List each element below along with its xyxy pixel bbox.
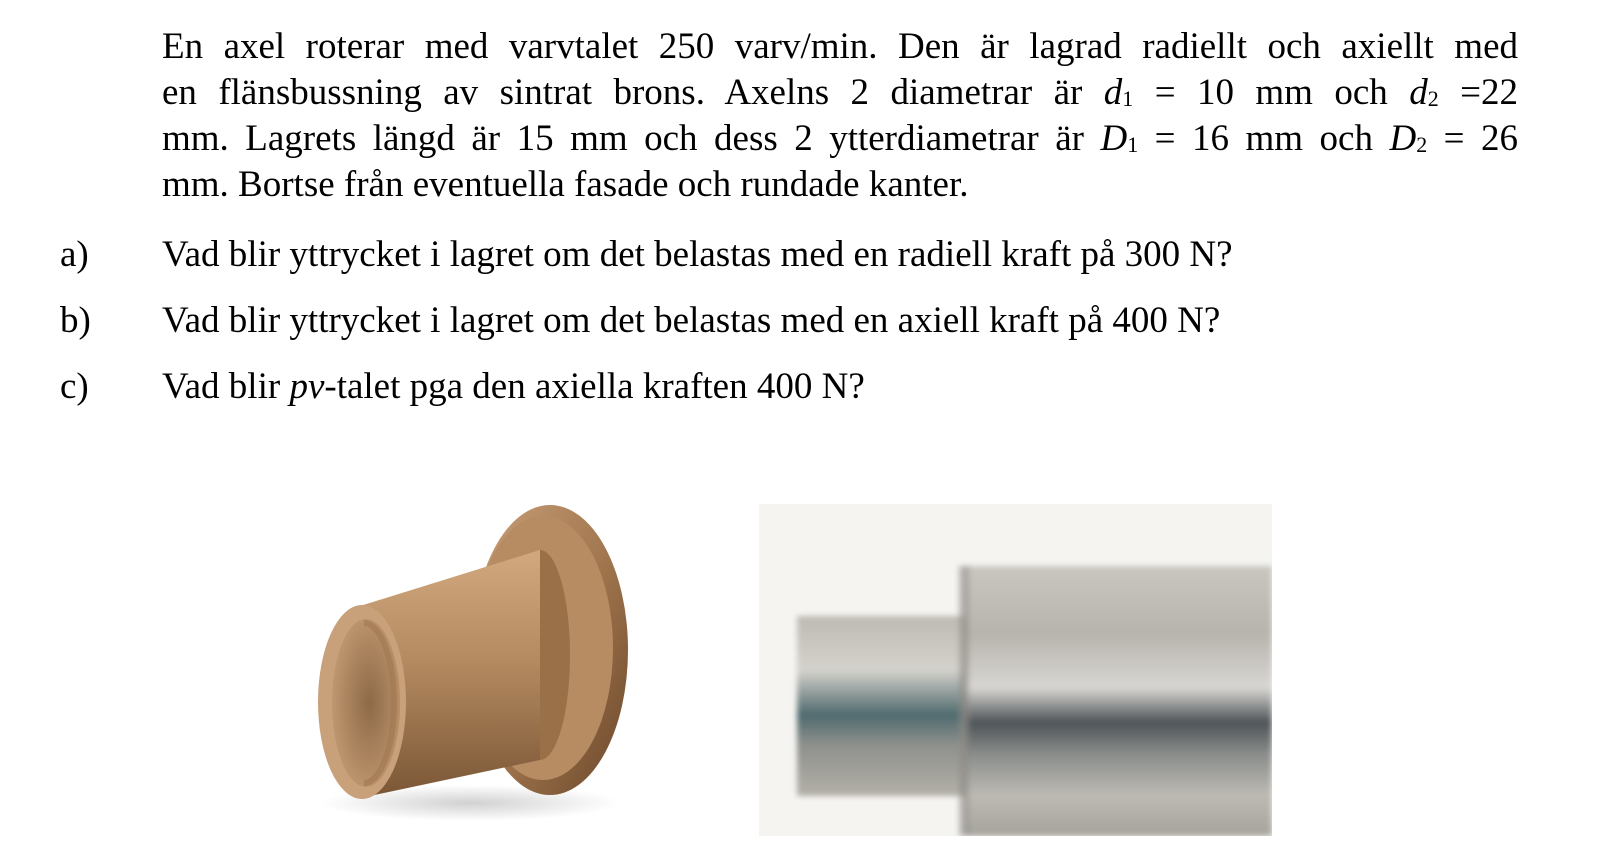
d2-symbol: d — [1409, 72, 1428, 113]
question-label: b) — [60, 300, 91, 341]
question-text: Vad blir yttrycket i lagret om det belastas med en radiell kraft på 300 N? — [162, 234, 1233, 275]
d1-symbol: d — [1103, 72, 1123, 113]
small-diameter-section — [797, 616, 977, 796]
question-label: a) — [60, 234, 89, 275]
intro-line-1: En axel roterar med varvtalet 250 varv/min. Den är lagrad radiellt och axiellt med — [162, 26, 1518, 67]
intro-line-2: en flänsbussning av sintrat brons. Axelns 2 diametrar är $d_1 = 10$ mm och $d_2 =22$ — [162, 72, 1518, 113]
question-text: Vad blir pv-talet pga den axiella kraften 400 N? — [162, 366, 865, 407]
question-label: c) — [60, 366, 89, 407]
bushing-bore — [332, 619, 400, 787]
intro-line-3: mm. Lagrets längd är 15 mm och dess 2 ytterdiametrar är $D_1 = 16$ mm och $D_2 = 26$ — [162, 118, 1519, 159]
D1-symbol: D — [1100, 118, 1128, 159]
intro-line-4: mm. Bortse från eventuella fasade och rundade kanter. — [162, 164, 969, 205]
question-text: Vad blir yttrycket i lagret om det belastas med en axiell kraft på 400 N? — [162, 300, 1221, 341]
cropped-heading-remnant — [270, 0, 1360, 4]
problem-statement — [162, 24, 1518, 208]
D2-symbol: D — [1389, 118, 1417, 159]
stepped-shaft-photo — [759, 504, 1272, 836]
large-diameter-section — [965, 566, 1272, 836]
flange-bushing-image — [300, 498, 660, 838]
